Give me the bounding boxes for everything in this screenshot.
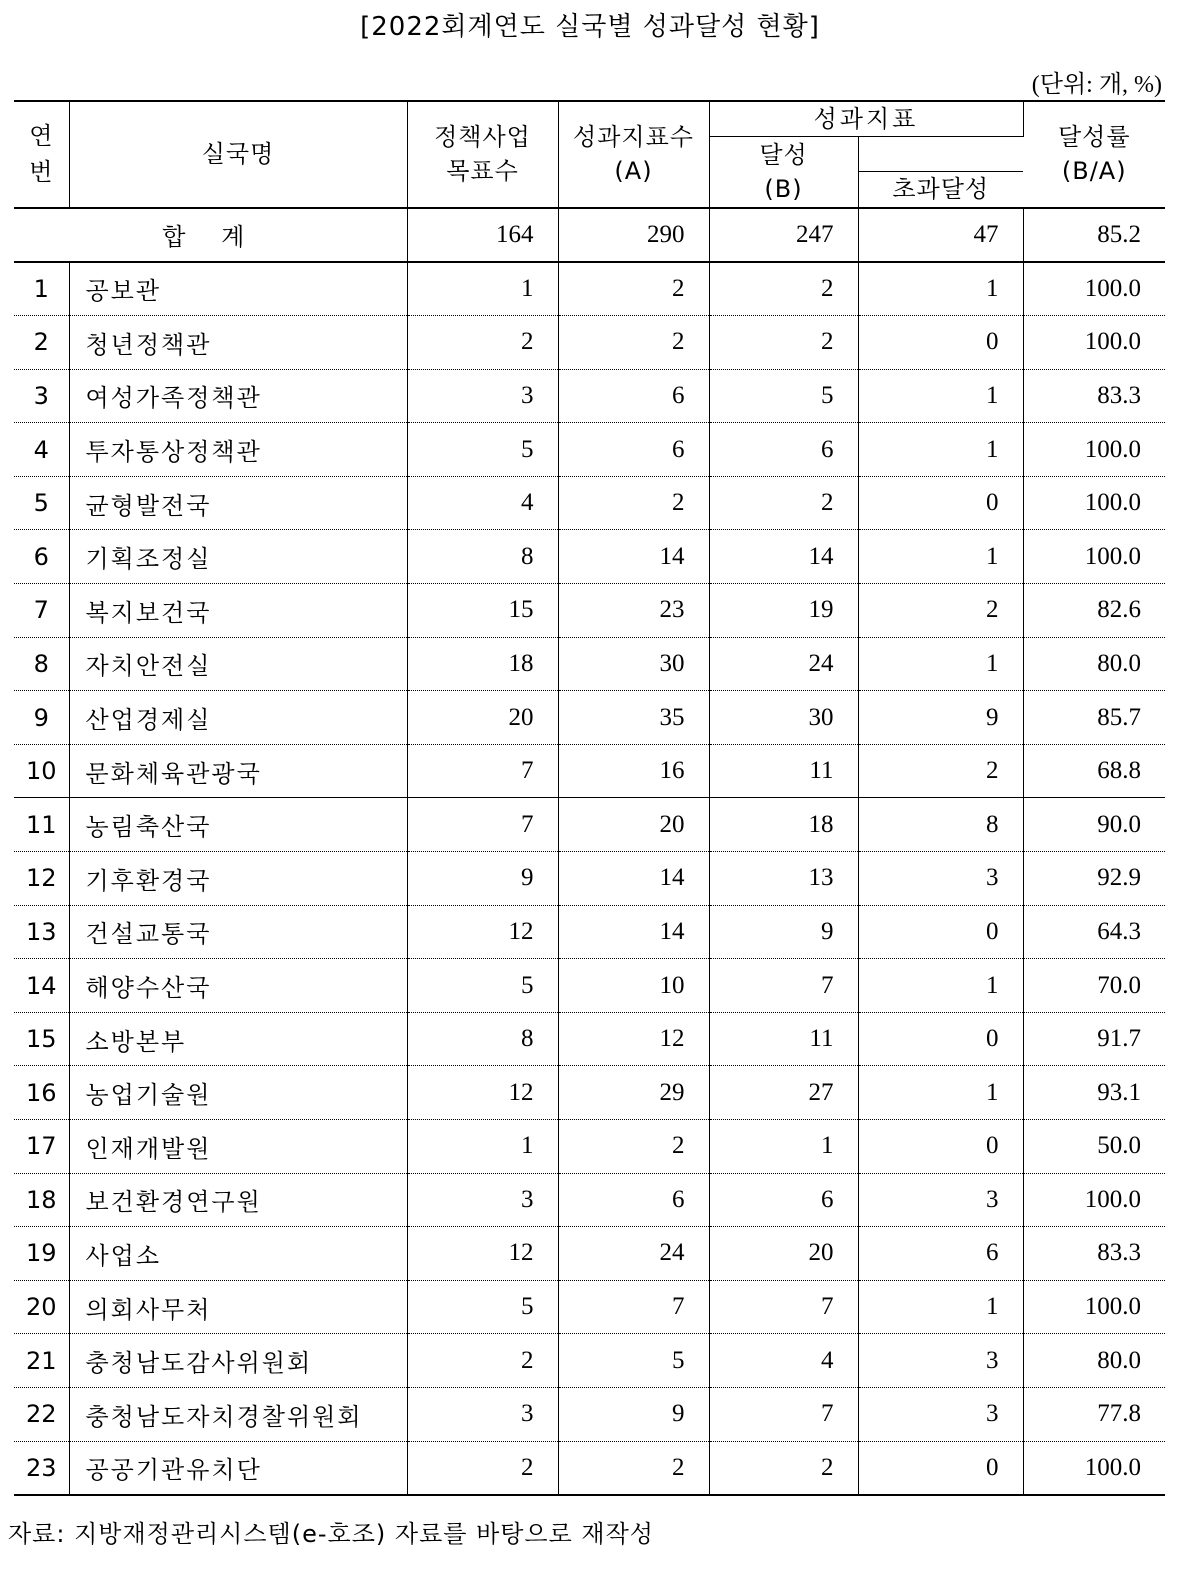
cell-exceeded: 1 [858,1066,1023,1120]
cell-rate: 77.8 [1023,1387,1165,1441]
cell-dept: 건설교통국 [69,905,407,959]
cell-no: 10 [14,744,69,798]
cell-exceeded: 1 [858,262,1023,316]
cell-no: 7 [14,584,69,638]
cell-dept: 공공기관유치단 [69,1441,407,1495]
cell-exceeded: 6 [858,1227,1023,1281]
table-row [14,637,1165,691]
cell-achieved: 2 [709,476,858,530]
cell-no: 13 [14,905,69,959]
header-policy-targets-text: 정책사업목표수 [434,123,531,186]
cell-policy-targets: 12 [407,1227,558,1281]
cell-exceeded: 2 [858,584,1023,638]
cell-policy-targets: 1 [407,1120,558,1174]
cell-rate: 85.7 [1023,691,1165,745]
cell-no: 21 [14,1334,69,1388]
cell-rate: 100.0 [1023,530,1165,584]
cell-achieved: 5 [709,369,858,423]
cell-policy-targets: 20 [407,691,558,745]
table-row [14,959,1165,1013]
cell-achieved: 4 [709,1334,858,1388]
cell-dept: 여성가족정책관 [69,369,407,423]
cell-dept: 충청남도감사위원회 [69,1334,407,1388]
cell-exceeded: 3 [858,1173,1023,1227]
cell-dept: 문화체육관광국 [69,744,407,798]
cell-achieved: 7 [709,1387,858,1441]
cell-dept: 자치안전실 [69,637,407,691]
table-row [14,1066,1165,1120]
cell-achieved: 2 [709,262,858,316]
cell-no: 1 [14,262,69,316]
cell-policy-targets: 9 [407,852,558,906]
cell-indicators: 6 [558,423,709,477]
cell-achieved: 11 [709,744,858,798]
cell-no: 3 [14,369,69,423]
cell-indicators: 2 [558,1120,709,1174]
header-exceeded: 초과달성 [858,172,1023,208]
table-row [14,530,1165,584]
cell-rate: 82.6 [1023,584,1165,638]
header-indicators-text: 성과지표수(A) [573,123,694,186]
cell-exceeded: 3 [858,1387,1023,1441]
cell-dept: 해양수산국 [69,959,407,1013]
cell-rate: 70.0 [1023,959,1165,1013]
source-note: 자료: 지방재정관리시스템(e-호조) 자료를 바탕으로 재작성 [8,1520,654,1548]
cell-dept: 산업경제실 [69,691,407,745]
cell-achieved: 6 [709,1173,858,1227]
cell-rate: 92.9 [1023,852,1165,906]
cell-dept: 충청남도자치경찰위원회 [69,1387,407,1441]
cell-rate: 100.0 [1023,476,1165,530]
cell-exceeded: 1 [858,1280,1023,1334]
cell-dept: 의회사무처 [69,1280,407,1334]
cell-indicators: 14 [558,905,709,959]
cell-exceeded: 0 [858,476,1023,530]
cell-indicators: 16 [558,744,709,798]
cell-policy-targets: 5 [407,959,558,1013]
table-row [14,852,1165,906]
table-row [14,1280,1165,1334]
cell-policy-targets: 12 [407,1066,558,1120]
table-row [14,1387,1165,1441]
cell-achieved: 2 [709,316,858,370]
table-row [14,744,1165,798]
cell-policy-targets: 5 [407,1280,558,1334]
table-row [14,798,1165,852]
cell-indicators: 29 [558,1066,709,1120]
cell-indicators: 24 [558,1227,709,1281]
cell-indicators: 2 [558,476,709,530]
header-indicators [558,101,709,208]
cell-dept: 사업소 [69,1227,407,1281]
cell-policy-targets: 3 [407,369,558,423]
table-row [14,1441,1165,1495]
cell-no: 9 [14,691,69,745]
cell-achieved: 18 [709,798,858,852]
cell-policy-targets: 7 [407,798,558,852]
cell-exceeded: 1 [858,959,1023,1013]
header-achieved-text: 달성(B) [759,140,808,203]
total-indicators: 290 [558,208,709,262]
cell-achieved: 24 [709,637,858,691]
cell-dept: 균형발전국 [69,476,407,530]
cell-no: 2 [14,316,69,370]
cell-policy-targets: 2 [407,1334,558,1388]
total-exceeded: 47 [858,208,1023,262]
cell-no: 22 [14,1387,69,1441]
cell-indicators: 5 [558,1334,709,1388]
header-rate [1023,101,1165,208]
header-no [14,101,69,208]
cell-achieved: 2 [709,1441,858,1495]
header-rate-text: 달성률(B/A) [1057,123,1131,186]
cell-rate: 50.0 [1023,1120,1165,1174]
cell-dept: 농업기술원 [69,1066,407,1120]
cell-rate: 83.3 [1023,1227,1165,1281]
cell-rate: 100.0 [1023,1173,1165,1227]
cell-achieved: 7 [709,1280,858,1334]
table-row [14,262,1165,316]
cell-no: 19 [14,1227,69,1281]
cell-indicators: 12 [558,1012,709,1066]
cell-exceeded: 0 [858,905,1023,959]
cell-policy-targets: 2 [407,316,558,370]
cell-rate: 100.0 [1023,316,1165,370]
cell-exceeded: 1 [858,637,1023,691]
cell-rate: 80.0 [1023,1334,1165,1388]
cell-no: 23 [14,1441,69,1495]
cell-dept: 농림축산국 [69,798,407,852]
cell-no: 14 [14,959,69,1013]
cell-indicators: 10 [558,959,709,1013]
cell-achieved: 14 [709,530,858,584]
cell-indicators: 6 [558,369,709,423]
cell-rate: 91.7 [1023,1012,1165,1066]
cell-rate: 90.0 [1023,798,1165,852]
table-title: [2022회계연도 실국별 성과달성 현황] [360,12,820,42]
cell-no: 18 [14,1173,69,1227]
table-row [14,1173,1165,1227]
cell-dept: 기후환경국 [69,852,407,906]
cell-exceeded: 1 [858,530,1023,584]
cell-no: 8 [14,637,69,691]
cell-no: 4 [14,423,69,477]
cell-indicators: 6 [558,1173,709,1227]
cell-indicators: 2 [558,1441,709,1495]
header-perf-group: 성과지표 [709,101,1023,137]
cell-indicators: 20 [558,798,709,852]
cell-achieved: 27 [709,1066,858,1120]
cell-no: 17 [14,1120,69,1174]
cell-no: 20 [14,1280,69,1334]
total-achieved: 247 [709,208,858,262]
header-achieved [709,137,858,208]
table-row [14,476,1165,530]
cell-rate: 68.8 [1023,744,1165,798]
cell-no: 6 [14,530,69,584]
table-row [14,1120,1165,1174]
cell-rate: 93.1 [1023,1066,1165,1120]
cell-no: 12 [14,852,69,906]
cell-dept: 청년정책관 [69,316,407,370]
cell-indicators: 35 [558,691,709,745]
header-policy-targets [407,101,558,208]
cell-rate: 64.3 [1023,905,1165,959]
cell-indicators: 2 [558,262,709,316]
cell-policy-targets: 3 [407,1387,558,1441]
cell-exceeded: 3 [858,852,1023,906]
table-row [14,1012,1165,1066]
cell-exceeded: 0 [858,1120,1023,1174]
cell-exceeded: 0 [858,1012,1023,1066]
cell-dept: 기획조정실 [69,530,407,584]
cell-policy-targets: 8 [407,530,558,584]
table-row [14,584,1165,638]
total-row [14,208,1165,262]
total-rate: 85.2 [1023,208,1165,262]
cell-no: 16 [14,1066,69,1120]
total-label: 합 계 [14,208,407,262]
header-no-text: 연번 [29,122,54,187]
table-row [14,1227,1165,1281]
cell-rate: 100.0 [1023,1441,1165,1495]
cell-policy-targets: 7 [407,744,558,798]
cell-exceeded: 1 [858,423,1023,477]
cell-achieved: 9 [709,905,858,959]
cell-no: 11 [14,798,69,852]
table-row [14,316,1165,370]
cell-policy-targets: 4 [407,476,558,530]
cell-dept: 복지보건국 [69,584,407,638]
cell-achieved: 7 [709,959,858,1013]
cell-exceeded: 1 [858,369,1023,423]
cell-indicators: 23 [558,584,709,638]
cell-policy-targets: 3 [407,1173,558,1227]
cell-exceeded: 0 [858,1441,1023,1495]
cell-exceeded: 9 [858,691,1023,745]
cell-rate: 83.3 [1023,369,1165,423]
cell-indicators: 2 [558,316,709,370]
cell-rate: 100.0 [1023,423,1165,477]
performance-table [14,100,1165,1496]
cell-policy-targets: 15 [407,584,558,638]
table-row [14,1334,1165,1388]
unit-note: (단위: 개, %) [1031,72,1162,98]
cell-achieved: 13 [709,852,858,906]
cell-exceeded: 2 [858,744,1023,798]
cell-no: 15 [14,1012,69,1066]
cell-exceeded: 0 [858,316,1023,370]
cell-achieved: 19 [709,584,858,638]
table-row [14,905,1165,959]
cell-policy-targets: 8 [407,1012,558,1066]
cell-achieved: 1 [709,1120,858,1174]
cell-dept: 공보관 [69,262,407,316]
cell-rate: 100.0 [1023,262,1165,316]
cell-achieved: 6 [709,423,858,477]
cell-indicators: 9 [558,1387,709,1441]
cell-policy-targets: 2 [407,1441,558,1495]
table-row [14,423,1165,477]
cell-no: 5 [14,476,69,530]
header-dept: 실국명 [69,101,407,208]
cell-achieved: 30 [709,691,858,745]
cell-rate: 100.0 [1023,1280,1165,1334]
cell-policy-targets: 5 [407,423,558,477]
table-row [14,369,1165,423]
cell-policy-targets: 1 [407,262,558,316]
cell-indicators: 7 [558,1280,709,1334]
cell-indicators: 14 [558,530,709,584]
cell-policy-targets: 18 [407,637,558,691]
cell-policy-targets: 12 [407,905,558,959]
cell-achieved: 20 [709,1227,858,1281]
cell-rate: 80.0 [1023,637,1165,691]
cell-exceeded: 8 [858,798,1023,852]
cell-dept: 인재개발원 [69,1120,407,1174]
cell-dept: 보건환경연구원 [69,1173,407,1227]
cell-exceeded: 3 [858,1334,1023,1388]
cell-dept: 투자통상정책관 [69,423,407,477]
header-exceeded-spacer [858,137,1023,172]
cell-achieved: 11 [709,1012,858,1066]
cell-indicators: 14 [558,852,709,906]
cell-indicators: 30 [558,637,709,691]
total-policy-targets: 164 [407,208,558,262]
table-row [14,691,1165,745]
cell-dept: 소방본부 [69,1012,407,1066]
